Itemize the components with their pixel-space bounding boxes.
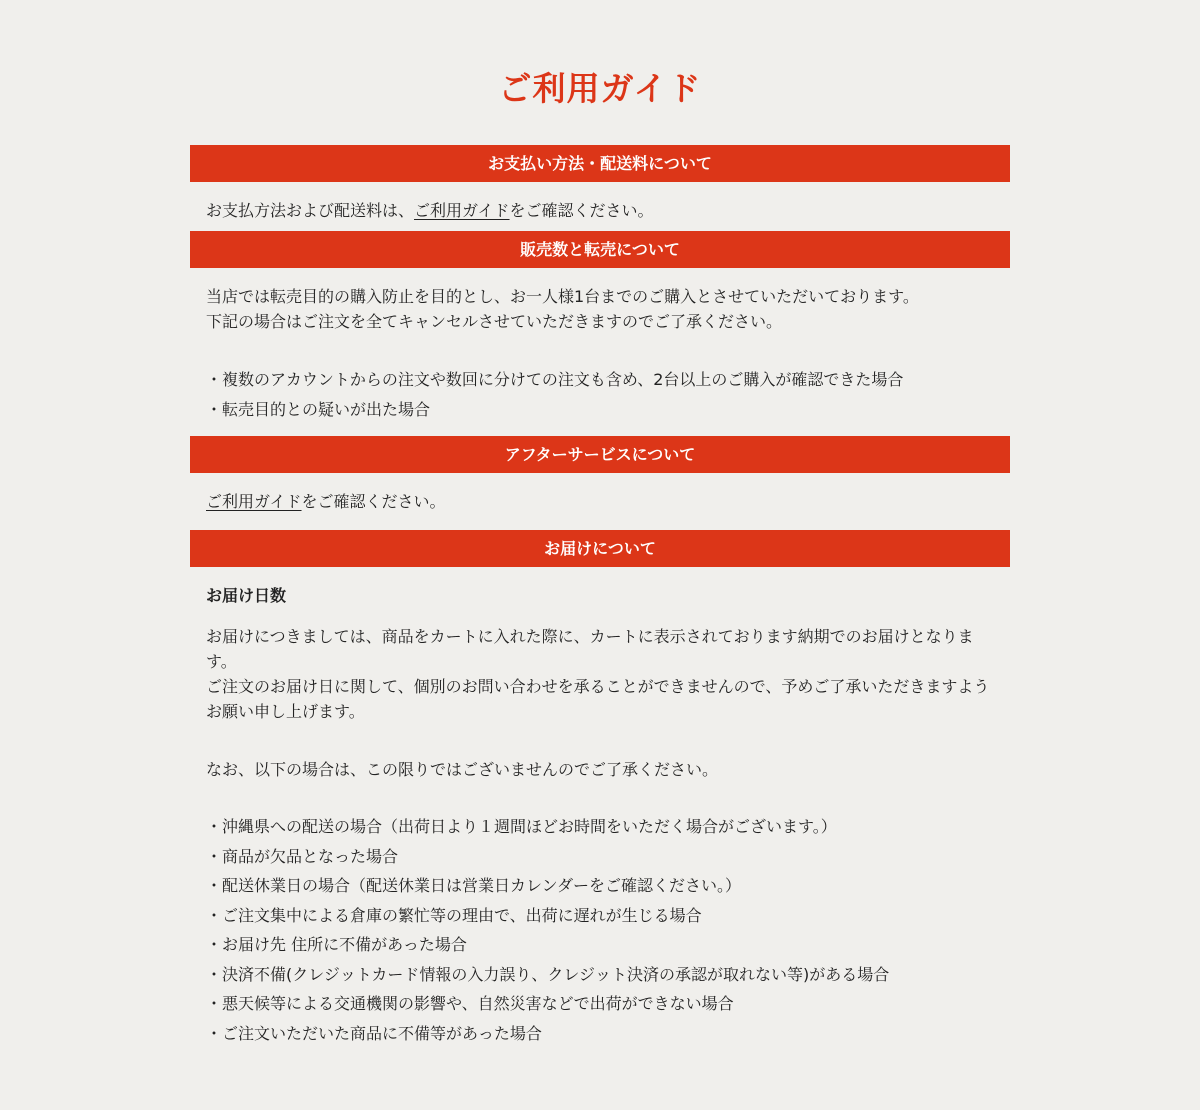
guide-content <box>190 145 1010 1048</box>
delivery-bullet: ・ご注文集中による倉庫の繁忙等の理由で、出荷に遅れが生じる場合 <box>206 905 702 925</box>
usage-guide-link[interactable]: ご利用ガイド <box>414 201 510 220</box>
section-body-resale <box>190 268 1010 436</box>
section-header-payment: お支払い方法・配送料について <box>190 145 1010 182</box>
delivery-bullet: ・配送休業日の場合（配送休業日は営業日カレンダーをご確認ください。） <box>206 876 741 895</box>
after-service-text <box>206 489 994 514</box>
section-body-delivery <box>190 567 1010 1048</box>
delivery-bullet: ・ご注文いただいた商品に不備等があった場合 <box>206 1023 542 1043</box>
after-service-text-after: をご確認ください。 <box>301 492 446 511</box>
delivery-bullet: ・沖縄県への配送の場合（出荷日より１週間ほどお時間をいただく場合がございます。） <box>206 817 837 836</box>
section-body-payment <box>190 182 1010 231</box>
delivery-bullet: ・商品が欠品となった場合 <box>206 846 399 866</box>
usage-guide-link[interactable]: ご利用ガイド <box>206 492 302 511</box>
section-header-delivery: お届けについて <box>190 530 1010 567</box>
resale-bullet: ・転売目的との疑いが出た場合 <box>206 399 431 419</box>
payment-text <box>206 198 994 223</box>
section-header-after-service: アフターサービスについて <box>190 436 1010 473</box>
delivery-para-line: す。 <box>206 652 237 671</box>
delivery-exception-intro: なお、以下の場合は、この限りではございませんのでご了承ください。 <box>206 760 719 779</box>
resale-line-1: 当店では転売目的の購入防止を目的とし、お一人様1台までのご購入とさせていただいております。 <box>206 287 919 306</box>
resale-line-2: 下記の場合はご注文を全てキャンセルさせていただきますのでご了承ください。 <box>206 312 783 331</box>
delivery-para-line: お届けにつきましては、商品をカートに入れた際に、カートに表示されております納期でのお届けとなりま <box>206 627 974 646</box>
delivery-bullet: ・お届け先 住所に不備があった場合 <box>206 935 467 954</box>
delivery-bullet: ・決済不備(クレジットカード情報の入力誤り、クレジット決済の承認が取れない等)がある場合 <box>206 964 890 984</box>
section-header-resale: 販売数と転売について <box>190 231 1010 268</box>
payment-text-after: をご確認ください。 <box>509 201 654 220</box>
resale-bullet: ・複数のアカウントからの注文や数回に分けての注文も含め、2台以上のご購入が確認できた場合 <box>206 370 904 389</box>
delivery-para-line: ご注文のお届け日に関して、個別のお問い合わせを承ることができませんので、予めご了承いただきますよう <box>206 677 990 696</box>
section-body-after-service <box>190 473 1010 530</box>
delivery-days-subheading: お届け日数 <box>206 586 287 605</box>
payment-text-before: お支払方法および配送料は、 <box>206 201 415 220</box>
delivery-bullet: ・悪天候等による交通機関の影響や、自然災害などで出荷ができない場合 <box>206 994 734 1013</box>
page-title: ご利用ガイド <box>498 69 702 108</box>
delivery-para-line: お願い申し上げます。 <box>206 702 365 721</box>
